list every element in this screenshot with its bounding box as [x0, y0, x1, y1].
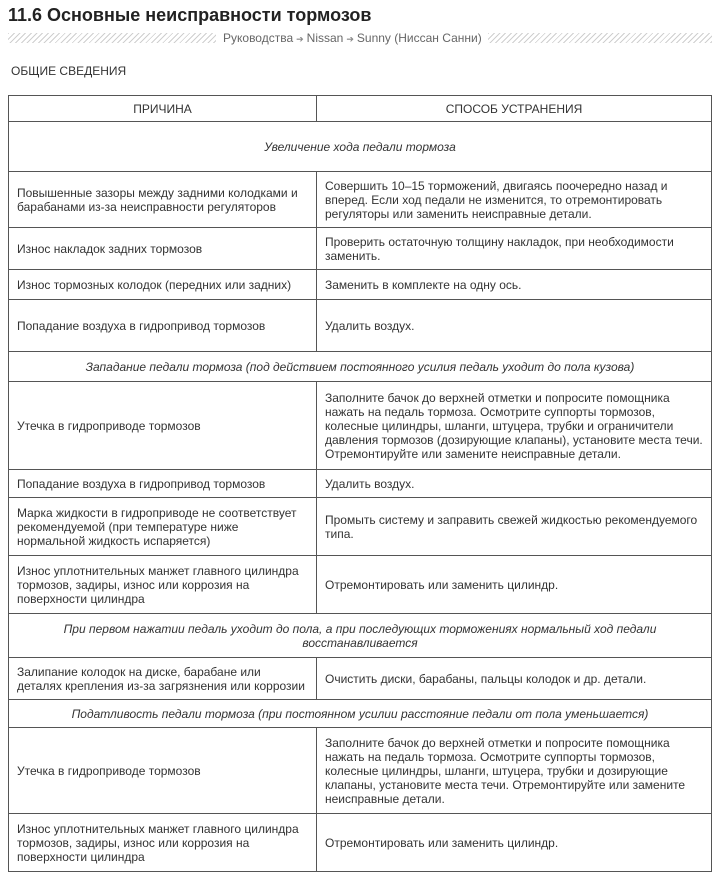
cause-cell: Залипание колодок на диске, барабане или деталях крепления из-за загрязнения или коррозии	[9, 658, 317, 700]
faults-table	[8, 95, 712, 872]
group-row	[9, 352, 712, 382]
page-title: 11.6 Основные неисправности тормозов	[8, 5, 372, 25]
cause-cell: Утечка в гидроприводе тормозов	[9, 382, 317, 470]
table-header-row	[9, 96, 712, 122]
table-row	[9, 470, 712, 498]
section-title: ОБЩИЕ СВЕДЕНИЯ	[11, 64, 127, 78]
table-row	[9, 728, 712, 814]
cause-cell: Износ накладок задних тормозов	[9, 228, 317, 270]
breadcrumb	[223, 31, 482, 45]
group-row	[9, 614, 712, 658]
table-row	[9, 382, 712, 470]
fix-cell: Совершить 10–15 торможений, двигаясь поочередно назад и вперед. Если ход педали не изменится, то отремонтировать регуляторы или заменить неисправные детали.	[317, 172, 712, 228]
table-row	[9, 658, 712, 700]
table-row	[9, 814, 712, 872]
fix-cell: Промыть систему и заправить свежей жидкостью рекомендуемого типа.	[317, 498, 712, 556]
group-row	[9, 700, 712, 728]
fix-cell: Отремонтировать или заменить цилиндр.	[317, 814, 712, 872]
cause-cell: Износ уплотнительных манжет главного цилиндра тормозов, задиры, износ или коррозия на поверхности цилиндра	[9, 814, 317, 872]
group-title: Западание педали тормоза (под действием постоянного усилия педаль уходит до пола кузова)	[9, 352, 712, 382]
group-title: Увеличение хода педали тормоза	[9, 122, 712, 172]
fix-cell: Заменить в комплекте на одну ось.	[317, 270, 712, 300]
header-cause: ПРИЧИНА	[9, 96, 317, 122]
breadcrumb-link-guides[interactable]: Руководства	[223, 31, 294, 45]
table-row	[9, 556, 712, 614]
table-row	[9, 172, 712, 228]
fix-cell: Проверить остаточную толщину накладок, при необходимости заменить.	[317, 228, 712, 270]
breadcrumb-bar	[8, 30, 712, 46]
header-fix: СПОСОБ УСТРАНЕНИЯ	[317, 96, 712, 122]
fix-cell: Отремонтировать или заменить цилиндр.	[317, 556, 712, 614]
breadcrumb-link-sunny[interactable]: Sunny (Ниссан Санни)	[356, 31, 482, 45]
fix-cell: Удалить воздух.	[317, 470, 712, 498]
fix-cell: Очистить диски, барабаны, пальцы колодок и др. детали.	[317, 658, 712, 700]
cause-cell: Марка жидкости в гидроприводе не соответствует рекомендуемой (при температуре ниже нормальной жидкость испаряется)	[9, 498, 317, 556]
table-row	[9, 300, 712, 352]
breadcrumb-separator-icon: ➔	[296, 34, 304, 44]
cause-cell: Износ тормозных колодок (передних или задних)	[9, 270, 317, 300]
hatch-divider-right	[488, 33, 712, 43]
table-row	[9, 498, 712, 556]
breadcrumb-link-nissan[interactable]: Nissan	[306, 31, 344, 45]
cause-cell: Износ уплотнительных манжет главного цилиндра тормозов, задиры, износ или коррозия на поверхности цилиндра	[9, 556, 317, 614]
fix-cell: Удалить воздух.	[317, 300, 712, 352]
cause-cell: Попадание воздуха в гидропривод тормозов	[9, 470, 317, 498]
group-title: При первом нажатии педаль уходит до пола, а при последующих торможениях нормальный ход педали восстанавливается	[9, 614, 712, 658]
breadcrumb-separator-icon: ➔	[346, 34, 354, 44]
hatch-divider-left	[8, 33, 216, 43]
table-row	[9, 270, 712, 300]
table-row	[9, 228, 712, 270]
cause-cell: Повышенные зазоры между задними колодками и барабанами из-за неисправности регуляторов	[9, 172, 317, 228]
group-row	[9, 122, 712, 172]
cause-cell: Утечка в гидроприводе тормозов	[9, 728, 317, 814]
cause-cell: Попадание воздуха в гидропривод тормозов	[9, 300, 317, 352]
fix-cell: Заполните бачок до верхней отметки и попросите помощника нажать на педаль тормоза. Осмотрите суппорты тормозов, колесные цилиндры, шланги, штуцера, трубки и ограничители давления тормозов (дозирующие клапаны), установите места течи. Отремонтируйте или замените неисправные детали.	[317, 382, 712, 470]
group-title: Податливость педали тормоза (при постоянном усилии расстояние педали от пола уменьшается)	[9, 700, 712, 728]
fix-cell: Заполните бачок до верхней отметки и попросите помощника нажать на педаль тормоза. Осмотрите суппорты тормозов, колесные цилиндры, шланги, штуцера, трубки и дозирующие клапаны, установите места течи. Отремонтируйте или замените неисправные детали.	[317, 728, 712, 814]
